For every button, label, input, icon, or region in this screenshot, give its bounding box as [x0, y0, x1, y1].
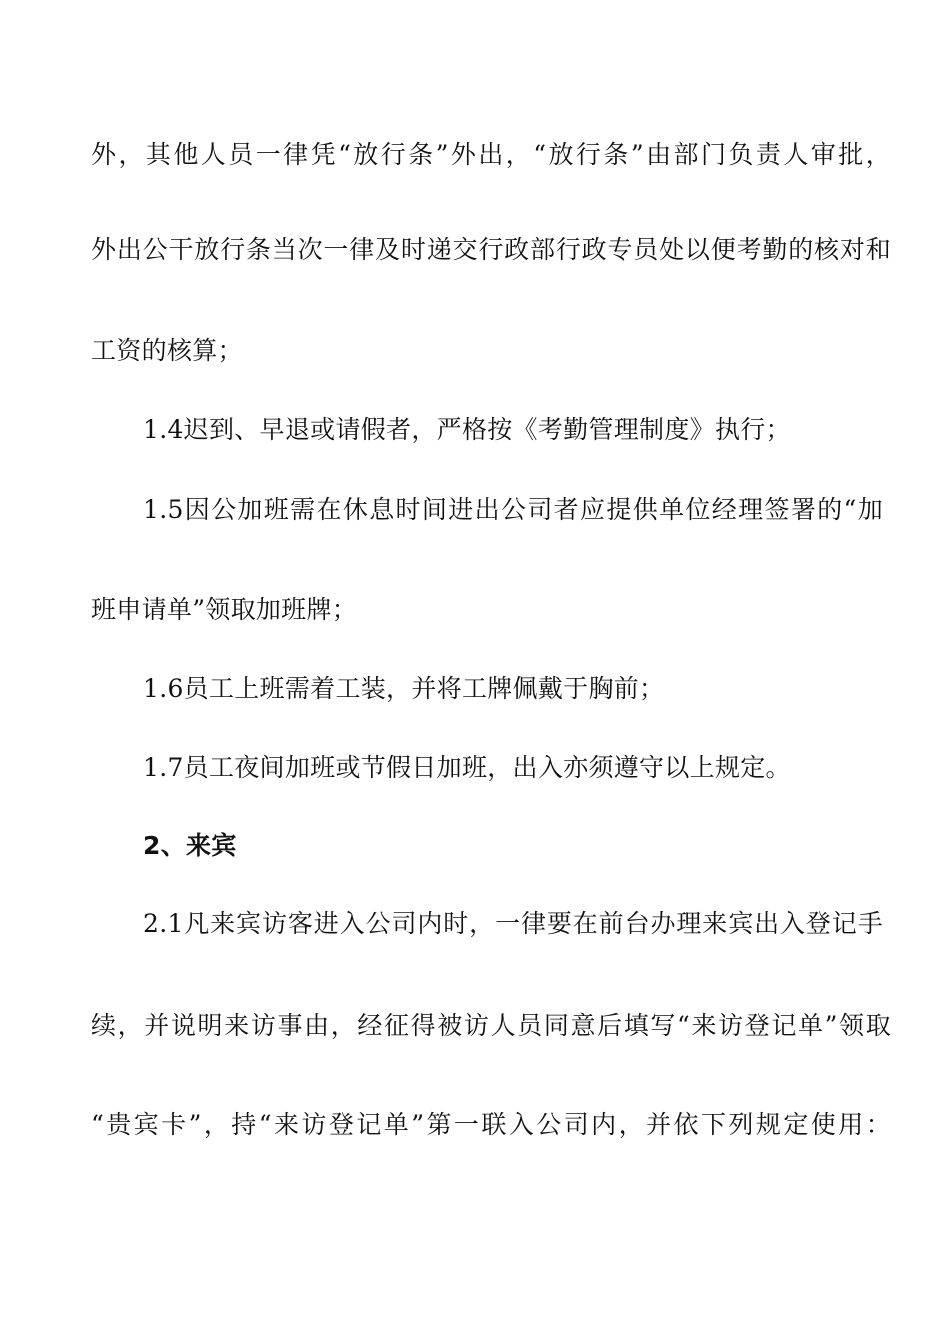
paragraph-line: “贵宾卡”，持“来访登记单”第一联入公司内，并依下列规定使用： [91, 1110, 891, 1139]
paragraph-line: 2.1凡来宾访客进入公司内时，一律要在前台办理来宾出入登记手 [143, 909, 883, 938]
section-heading: 2、来宾 [143, 831, 237, 860]
paragraph-line: 外，其他人员一律凭“放行条”外出，“放行条”由部门负责人审批， [91, 140, 891, 169]
paragraph-line: 1.7员工夜间加班或节假日加班，出入亦须遵守以上规定。 [143, 753, 791, 782]
paragraph-line: 1.6员工上班需着工装，并将工牌佩戴于胸前； [143, 674, 665, 703]
paragraph-line: 班申请单”领取加班牌； [91, 595, 358, 624]
paragraph-line: 外出公干放行条当次一律及时递交行政部行政专员处以便考勤的核对和 [91, 235, 891, 264]
paragraph-line: 1.5因公加班需在休息时间进出公司者应提供单位经理签署的“加 [143, 495, 883, 524]
paragraph-line: 续，并说明来访事由，经征得被访人员同意后填写“来访登记单”领取 [91, 1011, 891, 1040]
paragraph-line: 1.4迟到、早退或请假者，严格按《考勤管理制度》执行； [143, 415, 791, 444]
paragraph-line: 工资的核算； [91, 336, 243, 365]
